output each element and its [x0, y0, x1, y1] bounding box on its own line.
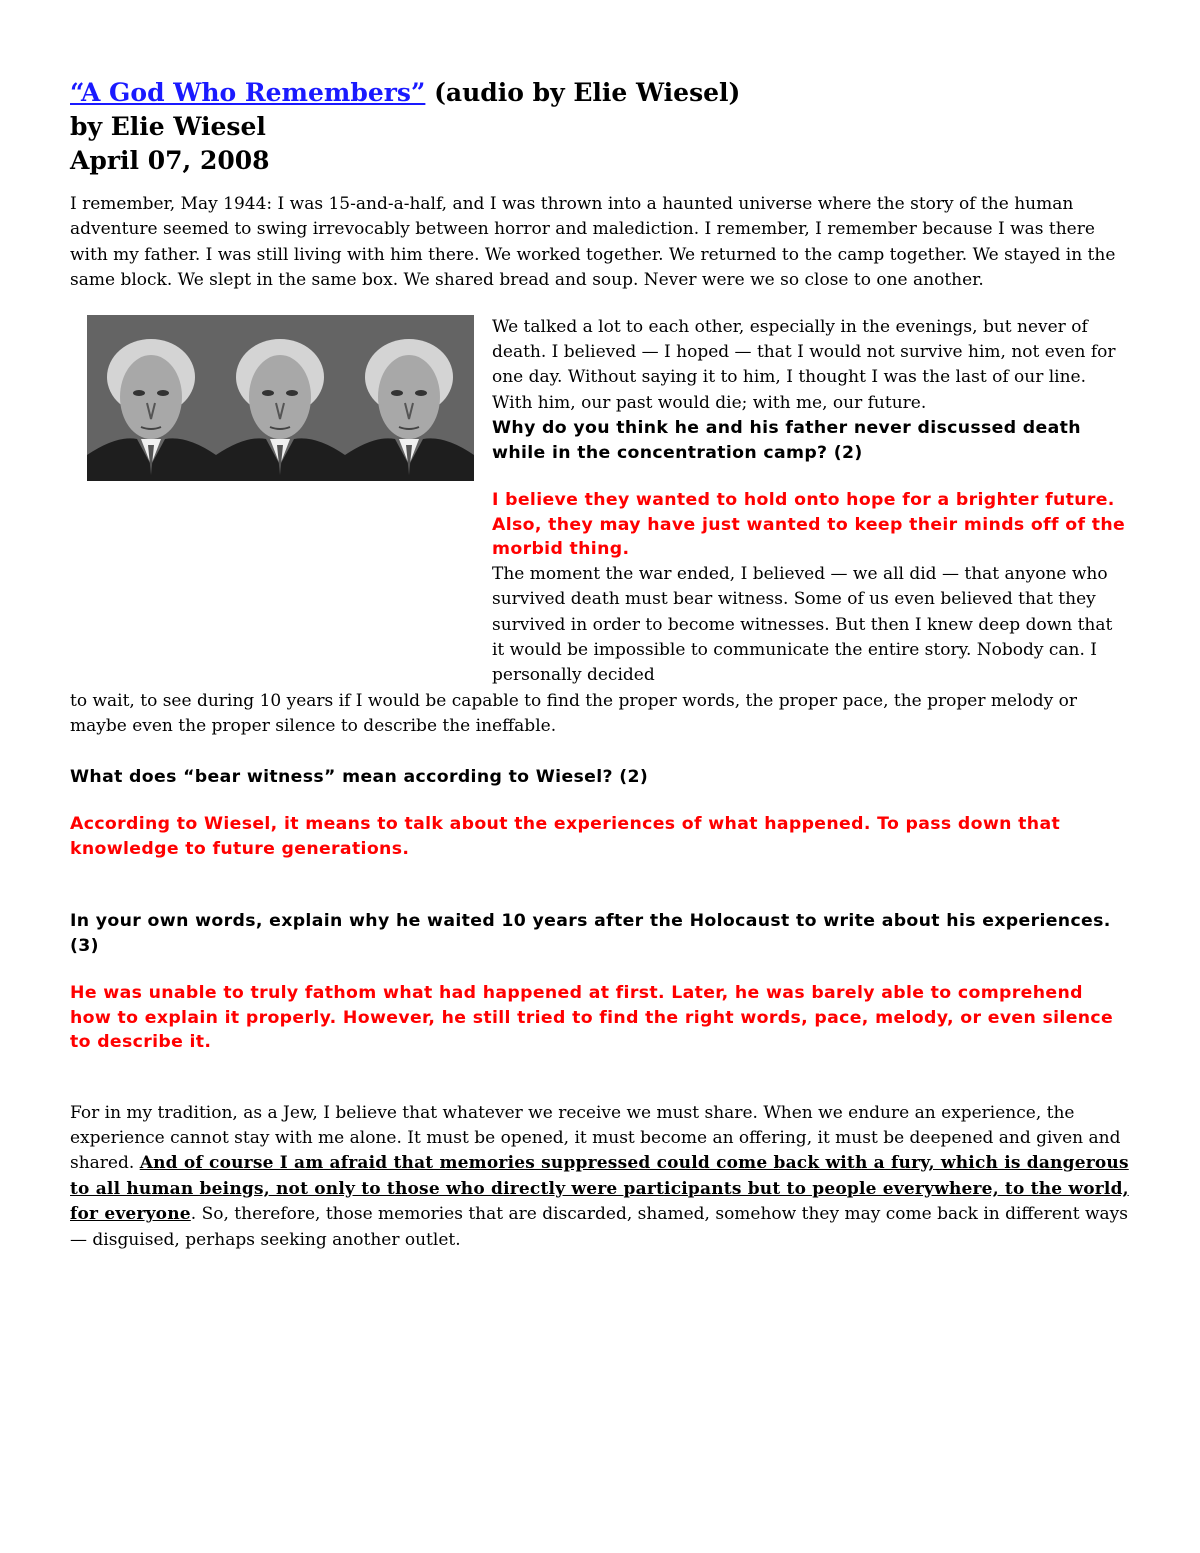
- paragraph-3-rest: to wait, to see during 10 years if I would be capable to find the proper words, the proper pace, the proper melody or maybe even the proper silence to describe the ineffable.: [70, 690, 1077, 737]
- title-link[interactable]: “A God Who Remembers”: [70, 78, 426, 107]
- portrait-strip: [87, 315, 474, 481]
- answer-3: He was unable to truly fathom what had happened at first. Later, he was barely able to comprehend how to explain it properly. However, he still tried to find the right words, pace, melody, or even silence to describe it.: [70, 983, 1114, 1053]
- question-1: Why do you think he and his father never discussed death while in the concentration camp? (2): [492, 418, 1081, 463]
- article-date: April 07, 2008: [70, 146, 270, 175]
- portrait-photo-icon: [87, 315, 216, 481]
- paragraph-4-end: . So, therefore, those memories that are discarded, shamed, somehow they may come back in different ways — disguised, perhaps seeking another outlet.: [70, 1204, 1128, 1250]
- paragraph-3: [70, 562, 1130, 740]
- byline: by Elie Wiesel: [70, 112, 266, 141]
- paragraph-1: I remember, May 1944: I was 15-and-a-half, and I was thrown into a haunted universe where the story of the human adventure seemed to swing irrevocably between horror and malediction. I remember, I remember because I was there with my father. I was still living with him there. We worked together. We returned to the camp together. We stayed in the same block. We slept in the same box. We shared bread and soup. Never were we so close to one another.: [70, 194, 1116, 291]
- portrait-photo-icon: [216, 315, 345, 481]
- right-column: [492, 315, 1130, 562]
- paragraph-3-indented: The moment the war ended, I believed — we all did — that anyone who survived death must bear witness. Some of us even believed that they survived in order to become witnesses. But then I knew deep down that it would be impossible to communicate the entire story. Nobody can. I personally decided: [492, 563, 1113, 686]
- paragraph-4-underlined: And of course I am afraid that memories suppressed could come back with a fury, which is dangerous to all human beings, not only to those who directly were participants but to people everywhere, to the world, for everyone: [70, 1153, 1129, 1225]
- answer-2: According to Wiesel, it means to talk about the experiences of what happened. To pass down that knowledge to future generations.: [70, 814, 1061, 859]
- answer-1: I believe they wanted to hold onto hope for a brighter future. Also, they may have just wanted to keep their minds off of the morbid thing.: [492, 490, 1126, 560]
- question-2: What does “bear witness” mean according to Wiesel? (2): [70, 766, 649, 787]
- paragraph-2: We talked a lot to each other, especially in the evenings, but never of death. I believed — I hoped — that I would not survive him, not even for one day. Without saying it to him, I thought I was the last of our line. With him, our past would die; with me, our future.: [492, 316, 1116, 413]
- title-line: [70, 76, 1130, 110]
- portrait-photo-icon: [345, 315, 474, 481]
- photo-section: [70, 315, 1130, 562]
- paragraph-4: [70, 1101, 1130, 1253]
- document-page: [70, 76, 1130, 1253]
- paragraph-4-start: For in my tradition, as a Jew, I believe that whatever we receive we must share. When we endure an experience, the experience cannot stay with me alone. It must be opened, it must become an offering, it must be deepened and given and shared.: [70, 1102, 1121, 1174]
- question-3: In your own words, explain why he waited 10 years after the Holocaust to write about his experiences. (3): [70, 911, 1111, 956]
- title-suffix: (audio by Elie Wiesel): [425, 78, 741, 107]
